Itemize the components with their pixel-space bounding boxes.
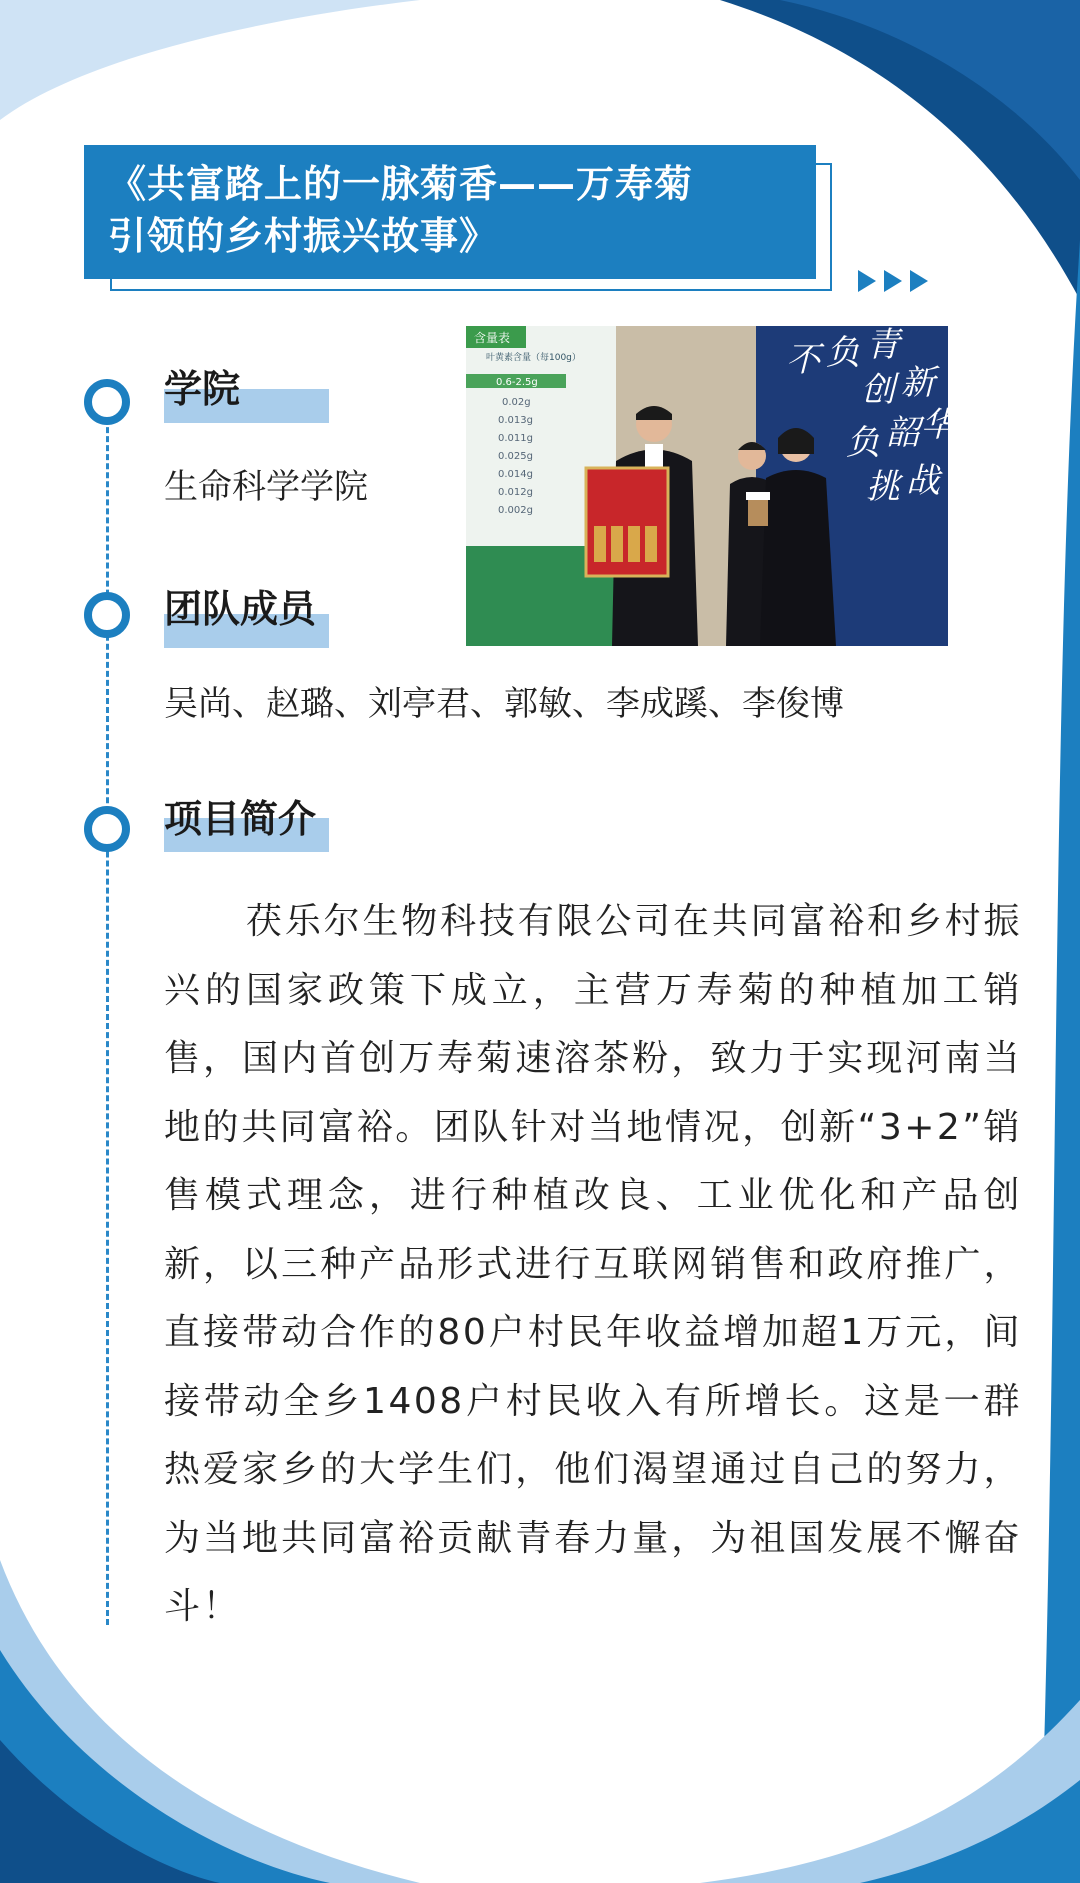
product-jar: [748, 498, 768, 526]
board-header: 叶黄素含量（每100g）: [486, 353, 581, 363]
backdrop-char: 负: [846, 423, 880, 463]
board-value: 0.02g: [502, 397, 531, 408]
board-title: 含量表: [474, 331, 511, 345]
section-heading-team: 团队成员: [164, 587, 317, 631]
backdrop-char: 战: [906, 461, 940, 501]
backdrop-char: 青: [866, 325, 900, 365]
board-value: 0.011g: [498, 433, 533, 444]
college-name: 生命科学学院: [164, 467, 368, 507]
backdrop-char: 挑: [866, 467, 900, 507]
board-value: 0.014g: [498, 469, 533, 480]
circle-node-icon: [84, 379, 130, 425]
backdrop-char: 华: [921, 405, 955, 445]
team-members: 吴尚、赵璐、刘亭君、郭敏、李成蹊、李俊博: [164, 684, 844, 724]
project-intro: 茯乐尔生物科技有限公司在共同富裕和乡村振兴的国家政策下成立，主营万寿菊的种植加工销售，国内首创万寿菊速溶茶粉，致力于实现河南当地的共同富裕。团队针对当地情况，创新“3+2”销售模式理念，进行种植改良、工业优化和产品创新，以三种产品形式进行互联网销售和政府推广，直接带动合作的80户村民年收益增加超1万元，间接带动全乡1408户村民收入有所增长。这是一群热爱家乡的大学生们，他们渴望通过自己的努力，为当地共同富裕贡献青春力量，为祖国发展不懈奋斗！: [164, 901, 1022, 1627]
backdrop-char: 创: [861, 370, 895, 410]
section-heading-college: 学院: [164, 367, 241, 411]
circle-node-icon: [84, 592, 130, 638]
triple-arrow-icon: [858, 268, 932, 294]
backdrop-char: 新: [901, 363, 935, 403]
circle-node-icon: [84, 806, 130, 852]
board-value: 0.002g: [498, 505, 533, 516]
board-value: 0.025g: [498, 451, 533, 462]
title-line-2: 引领的乡村振兴故事》: [108, 214, 499, 258]
backdrop-char: 韶: [886, 413, 920, 453]
page-title: [108, 158, 808, 262]
title-line-1: 《共富路上的一脉菊香——万寿菊: [108, 162, 694, 206]
backdrop-char: 负: [826, 333, 860, 373]
board-value: 0.012g: [498, 487, 533, 498]
board-value: 0.6-2.5g: [496, 377, 538, 388]
board-value: 0.013g: [498, 415, 533, 426]
timeline-line: [106, 400, 109, 1625]
backdrop-char: 不: [786, 340, 820, 380]
team-photo: [466, 325, 955, 646]
section-heading-intro: 项目简介: [164, 797, 317, 841]
